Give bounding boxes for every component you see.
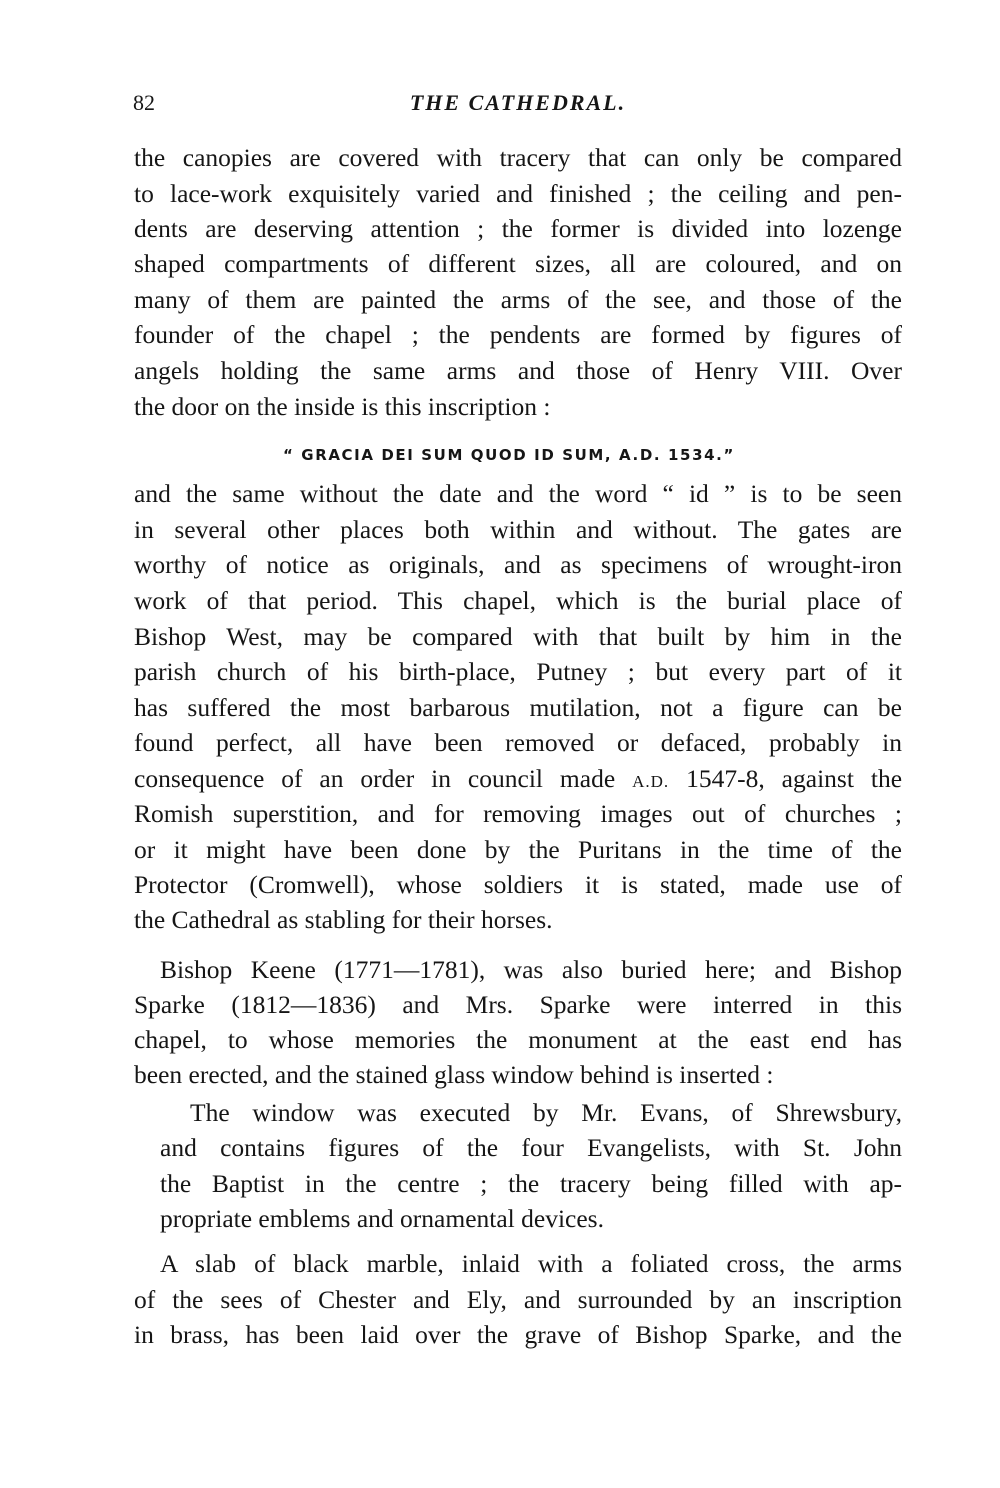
text-line: Bishop Keene (1771—1781), was also buried here; and Bishop: [160, 955, 902, 984]
text-line: dents are deserving attention ; the former is divided into lozenge: [134, 214, 902, 243]
era-abbreviation: A.D.: [632, 772, 670, 791]
text-line: The window was executed by Mr. Evans, of Shrewsbury,: [190, 1098, 902, 1127]
text-line: angels holding the same arms and those of Henry VIII. Over: [134, 356, 902, 385]
text-line: and contains figures of the four Evangelists, with St. John: [160, 1133, 902, 1162]
text-line: chapel, to whose memories the monument at the east end has: [134, 1025, 902, 1054]
text-line: the door on the inside is this inscription :: [134, 392, 551, 421]
text-line: founder of the chapel ; the pendents are formed by figures of: [134, 320, 902, 349]
text-line: Protector (Cromwell), whose soldiers it is stated, made use of: [134, 870, 902, 899]
text-line: in several other places both within and without. The gates are: [134, 515, 902, 544]
text-line: Bishop West, may be compared with that built by him in the: [134, 622, 902, 651]
text-line: of the sees of Chester and Ely, and surrounded by an inscription: [134, 1285, 902, 1314]
text-line: work of that period. This chapel, which is the burial place of: [134, 586, 902, 615]
text-line: in brass, has been laid over the grave of Bishop Sparke, and the: [134, 1320, 902, 1349]
text-line: Sparke (1812—1836) and Mrs. Sparke were interred in this: [134, 990, 902, 1019]
running-head: THE CATHEDRAL.: [409, 90, 627, 115]
text-line: propriate emblems and ornamental devices.: [160, 1204, 604, 1233]
text-segment: consequence of an order in council made: [134, 764, 616, 793]
text-line: the canopies are covered with tracery that can only be compared: [134, 143, 902, 172]
text-line: [134, 761, 902, 797]
text-line: shaped compartments of different sizes, all are coloured, and on: [134, 249, 902, 278]
text-line: and the same without the date and the word “ id ” is to be seen: [134, 479, 902, 508]
inscription-quote: “ GRACIA DEI SUM QUOD ID SUM, A.D. 1534.”: [283, 446, 735, 464]
text-line: Romish superstition, and for removing images out of churches ;: [134, 799, 902, 828]
text-line: parish church of his birth-place, Putney ; but every part of it: [134, 657, 902, 686]
text-line: the Cathedral as stabling for their horses.: [134, 905, 553, 934]
page-number: 82: [133, 90, 155, 115]
text-line: has suffered the most barbarous mutilation, not a figure can be: [134, 693, 902, 722]
text-line: or it might have been done by the Puritans in the time of the: [134, 835, 902, 864]
text-line: to lace-work exquisitely varied and finished ; the ceiling and pen-: [134, 179, 902, 208]
text-line: many of them are painted the arms of the see, and those of the: [134, 285, 902, 314]
text-line: worthy of notice as originals, and as specimens of wrought-iron: [134, 550, 902, 579]
text-line: been erected, and the stained glass window behind is inserted :: [134, 1060, 774, 1089]
page-header: [133, 88, 903, 118]
text-line: A slab of black marble, inlaid with a foliated cross, the arms: [160, 1249, 902, 1278]
text-line: found perfect, all have been removed or defaced, probably in: [134, 728, 902, 757]
text-segment: 1547-8, against the: [686, 764, 903, 793]
text-line: the Baptist in the centre ; the tracery being filled with ap-: [160, 1169, 902, 1198]
